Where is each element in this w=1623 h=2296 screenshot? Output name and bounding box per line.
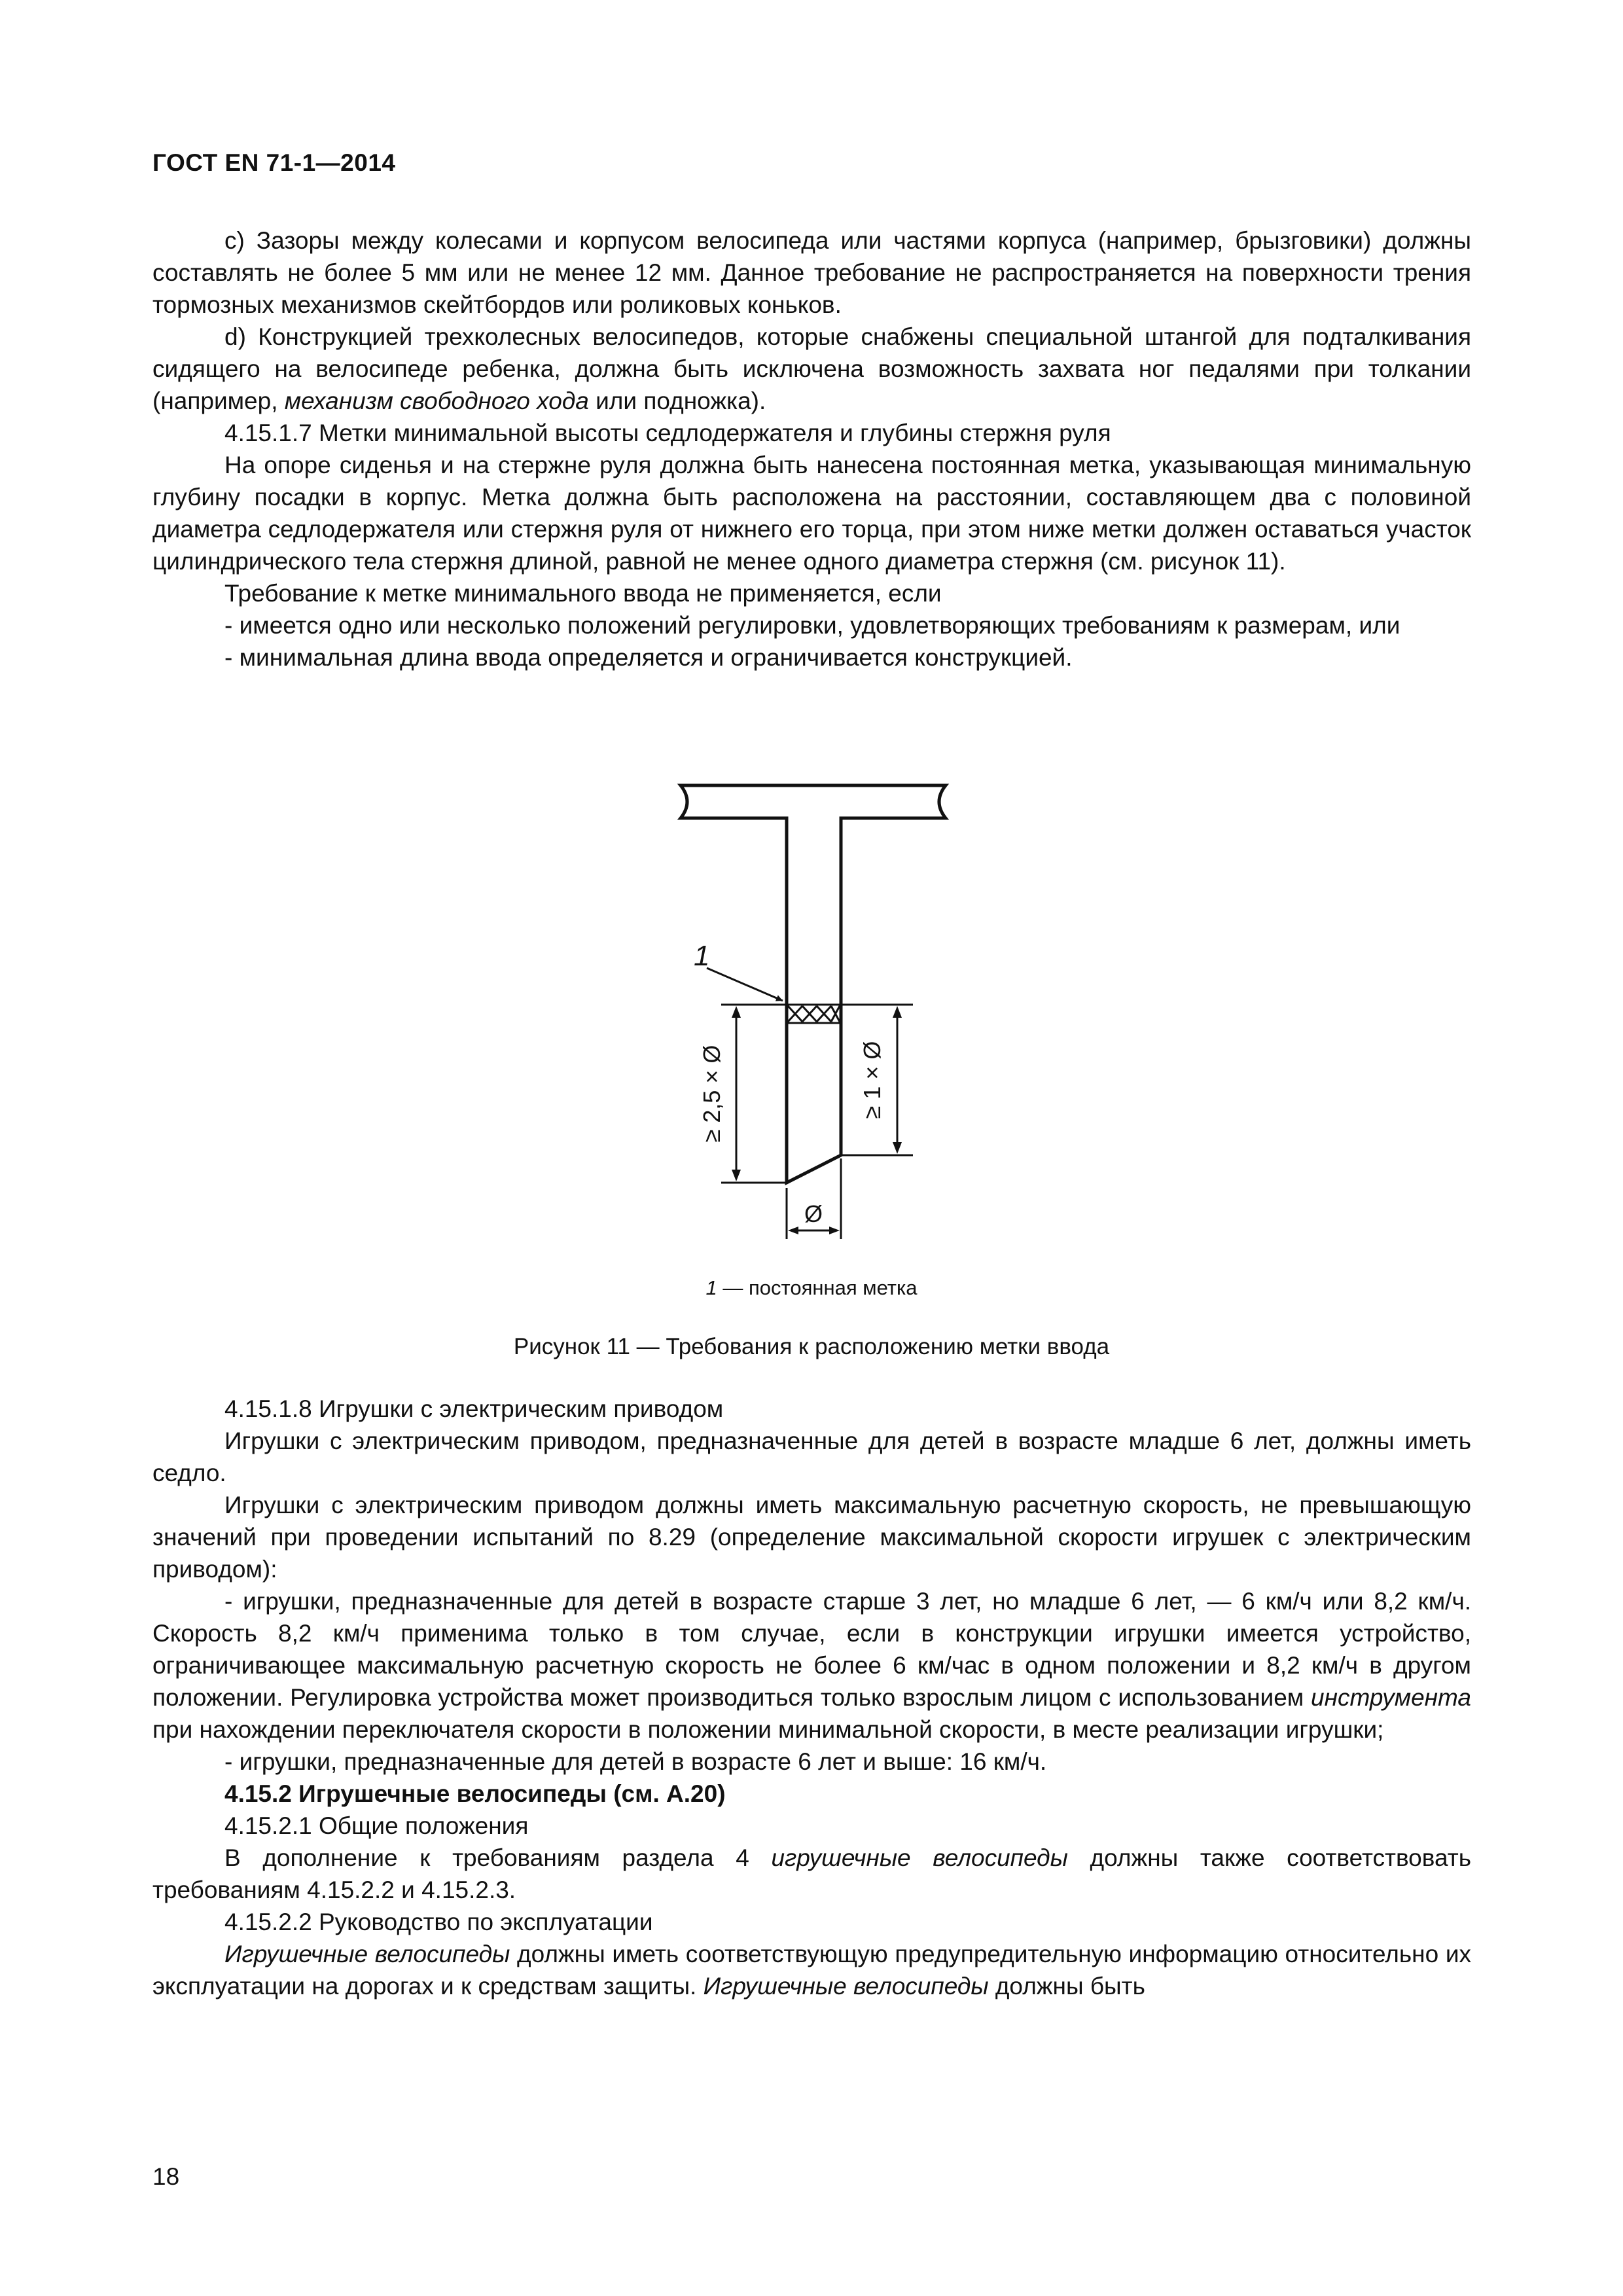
callout-number: 1 bbox=[694, 940, 710, 972]
exception-bullet-2: - минимальная длина ввода определяется и ограничивается конструкцией. bbox=[224, 644, 1073, 671]
clause-4-15-2-2-text bbox=[152, 1938, 1471, 2002]
item-d-text-a: d) Конструкцией трехколесных велосипедов, которые снабжены специальной штангой для подталкивания сидящего на велосипеде ребенка, должна быть исключена возможность захвата ног педалями при толкании (например, bbox=[152, 323, 1471, 414]
section-text-lower bbox=[152, 1393, 1471, 2002]
item-c: c) Зазоры между колесами и корпусом велосипеда или частями корпуса (например, брызговики) должны составлять не более 5 мм или не менее 12 мм. Данное требование не распространяется на поверхности трения тормозных механизмов скейтбордов или роликовых коньков. bbox=[152, 227, 1471, 318]
speed-bullet-1-term: инструмента bbox=[1311, 1684, 1471, 1711]
figure-caption: Рисунок 11 — Требования к расположению метки ввода bbox=[513, 1334, 1110, 1359]
subsection-4-15-2-title: 4.15.2 Игрушечные велосипеды (см. А.20) bbox=[224, 1780, 726, 1807]
figure-legend bbox=[0, 1276, 1623, 1300]
dimension-left-label: ≥ 2,5 × Ø bbox=[698, 1045, 725, 1143]
callout-leader bbox=[707, 968, 783, 1001]
clause-4-15-1-8-title: 4.15.1.8 Игрушки с электрическим приводом bbox=[224, 1395, 724, 1422]
speed-bullet-2: - игрушки, предназначенные для детей в возрасте 6 лет и выше: 16 км/ч. bbox=[224, 1748, 1047, 1775]
exception-bullet-1: - имеется одно или несколько положений регулировки, удовлетворяющих требованиям к размерам, или bbox=[224, 612, 1400, 639]
clause-4-15-2-1-text-b: должны также соответствовать требованиям 4.15.2.2 и 4.15.2.3. bbox=[152, 1844, 1471, 1903]
clause-4-15-2-1-term: игрушечные велосипеды bbox=[771, 1844, 1068, 1871]
dimension-bottom-label: Ø bbox=[804, 1200, 823, 1227]
item-d bbox=[152, 321, 1471, 417]
clause-4-15-2-2-title: 4.15.2.2 Руководство по эксплуатации bbox=[224, 1909, 653, 1935]
figure-11-diagram bbox=[654, 769, 969, 1247]
dimension-right-label: ≥ 1 × Ø bbox=[859, 1041, 885, 1119]
clause-4-15-2-2-term-1: Игрушечные велосипеды bbox=[224, 1941, 510, 1967]
insertion-mark bbox=[787, 1005, 841, 1023]
item-d-term: механизм свободного хода bbox=[284, 387, 589, 414]
document-header: ГОСТ EN 71-1—2014 bbox=[152, 149, 396, 176]
legend-text: — постоянная метка bbox=[717, 1276, 918, 1299]
page-number: 18 bbox=[152, 2163, 180, 2190]
clause-4-15-1-8-p1: Игрушки с электрическим приводом, предназначенные для детей в возрасте младше 6 лет, должны иметь седло. bbox=[152, 1427, 1471, 1486]
section-text-upper bbox=[152, 224, 1471, 673]
clause-4-15-1-8-p2: Игрушки с электрическим приводом должны иметь максимальную расчетную скорость, не превышающую значений при проведении испытаний по 8.29 (определение максимальной скорости игрушек с электрическим приводом): bbox=[152, 1492, 1471, 1583]
speed-bullet-1-text-a: - игрушки, предназначенные для детей в возрасте старше 3 лет, но младше 6 лет, — 6 км/ч или 8,2 км/ч. Скорость 8,2 км/ч применима только в том случае, если в конструкции игрушки имеется устройство, ограничивающее максимальную расчетную скорость не более 6 км/час в одном положении и 8,2 км/ч в другом положении. Регулировка устройства может производиться только взрослым лицом с использованием bbox=[152, 1588, 1471, 1711]
clause-4-15-1-7-exception: Требование к метке минимального ввода не применяется, если bbox=[224, 580, 942, 607]
clause-4-15-2-1-text-a: В дополнение к требованиям раздела 4 bbox=[224, 1844, 772, 1871]
legend-number: 1 bbox=[705, 1276, 717, 1299]
speed-bullet-1 bbox=[152, 1585, 1471, 1746]
clause-4-15-2-2-term-2: Игрушечные велосипеды bbox=[703, 1973, 989, 2000]
clause-4-15-2-2-text-a: должны иметь соответствующую предупредительную информацию относительно их эксплуатации на дорогах и к средствам защиты. bbox=[152, 1941, 1471, 2000]
clause-4-15-1-7-paragraph: На опоре сиденья и на стержне руля должна быть нанесена постоянная метка, указывающая минимальную глубину посадки в корпус. Метка должна быть расположена на расстоянии, составляющем два с половиной диаметра седлодержателя или стержня руля от нижнего его торца, при этом ниже метки должен оставаться участок цилиндрического тела стержня длиной, равной не менее одного диаметра стержня (см. рисунок 11). bbox=[152, 452, 1471, 575]
clause-4-15-2-2-text-b: должны быть bbox=[988, 1973, 1145, 2000]
clause-4-15-1-7-title: 4.15.1.7 Метки минимальной высоты седлодержателя и глубины стержня руля bbox=[224, 420, 1111, 446]
item-d-text-b: или подножка). bbox=[588, 387, 766, 414]
speed-bullet-1-text-b: при нахождении переключателя скорости в положении минимальной скорости, в месте реализации игрушки; bbox=[152, 1716, 1384, 1743]
clause-4-15-2-1-title: 4.15.2.1 Общие положения bbox=[224, 1812, 529, 1839]
clause-4-15-2-1-text bbox=[152, 1842, 1471, 1906]
